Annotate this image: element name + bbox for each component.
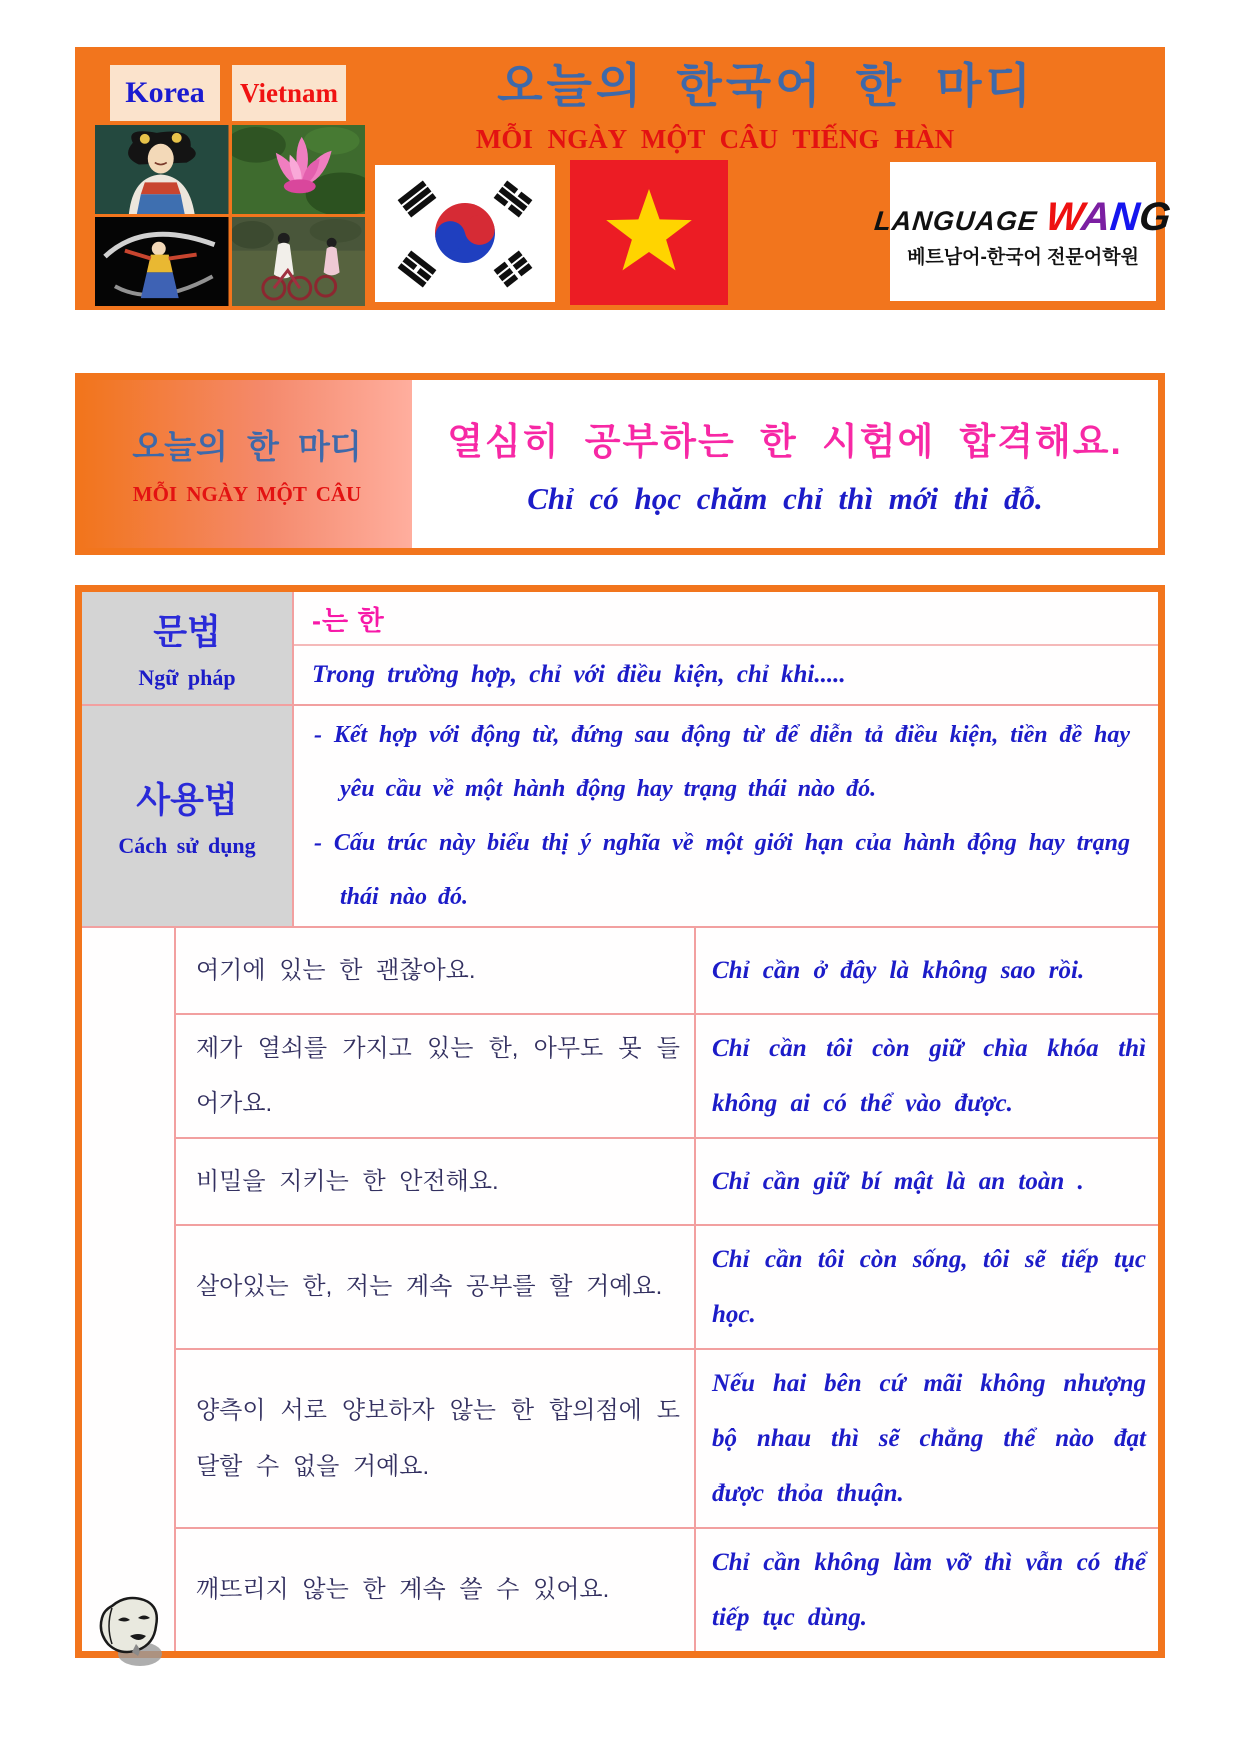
examples-rows bbox=[176, 928, 1158, 1651]
example-vietnamese-cell bbox=[696, 1350, 1158, 1527]
pink-lotus-photo bbox=[232, 125, 366, 214]
vietnam-flag bbox=[570, 160, 728, 305]
korean-traditional-woman-photo bbox=[95, 125, 229, 214]
ao-dai-cyclists-photo bbox=[232, 217, 366, 306]
phrase-of-the-day-block bbox=[75, 373, 1165, 555]
example-vietnamese-cell bbox=[696, 1015, 1158, 1137]
usage-row bbox=[82, 706, 1158, 928]
logo-wordmark bbox=[873, 195, 1173, 240]
korean-mask-face-icon bbox=[92, 1592, 172, 1678]
logo-letter-n: N bbox=[1108, 194, 1142, 239]
logo-language-text: LANGUAGE bbox=[873, 205, 1039, 236]
example-korean-cell bbox=[176, 928, 696, 1013]
grammar-content-cell bbox=[294, 592, 1158, 704]
usage-label-vietnamese: Cách sử dụng bbox=[118, 833, 256, 858]
example-vietnamese-cell bbox=[696, 1226, 1158, 1348]
example-vietnamese-cell bbox=[696, 1529, 1158, 1651]
logo-letter-a: A bbox=[1079, 194, 1114, 239]
grammar-pattern: -는 한 bbox=[294, 592, 1158, 646]
south-korea-flag bbox=[375, 165, 555, 302]
logo-letter-g: G bbox=[1137, 194, 1174, 239]
culture-photo-grid bbox=[95, 125, 365, 306]
phrase-label-vietnamese: MỖI NGÀY MỘT CÂU bbox=[132, 482, 362, 506]
example-korean-cell bbox=[176, 1139, 696, 1224]
usage-point-2: - Cấu trúc này biểu thị ý nghĩa về một giới hạn của hành động hay trạng thái nào đó. bbox=[314, 830, 1130, 910]
example-korean-cell bbox=[176, 1226, 696, 1348]
phrase-block-content bbox=[412, 380, 1158, 548]
usage-point-1: - Kết hợp với động từ, đứng sau động từ để diễn tả điều kiện, tiền đề hay yêu cầu về một hành động hay trạng thái nào đó. bbox=[314, 722, 1130, 802]
grammar-meaning: Trong trường hợp, chỉ với điều kiện, chỉ khi..... bbox=[312, 661, 846, 688]
example-row bbox=[176, 1015, 1158, 1139]
example-vietnamese-cell bbox=[696, 928, 1158, 1013]
phrase-sentence-vietnamese: Chỉ có học chăm chỉ thì mới thi đỗ. bbox=[527, 481, 1043, 516]
grammar-label-cell bbox=[82, 592, 294, 704]
grammar-label-korean: 문법 bbox=[153, 613, 221, 652]
logo-subtitle-korean: 베트남어-한국어 전문어학원 bbox=[907, 246, 1139, 268]
example-korean-cell bbox=[176, 1529, 696, 1651]
example-korean-text: 제가 열쇠를 가지고 있는 한, 아무도 못 들어가요. bbox=[196, 1034, 680, 1117]
logo-letter-w: W bbox=[1044, 194, 1085, 239]
usage-label-cell bbox=[82, 706, 294, 926]
phrase-sentence-korean: 열심히 공부하는 한 시험에 합격해요. bbox=[447, 421, 1123, 462]
page-title-vietnamese: MỖI NGÀY MỘT CÂU TIẾNG HÀN bbox=[475, 124, 955, 154]
grammar-table bbox=[75, 585, 1165, 1658]
example-vietnamese-text: Chỉ cần không làm vỡ thì vẫn có thể tiếp tục dùng. bbox=[712, 1549, 1146, 1631]
phrase-label-korean: 오늘의 한 마디 bbox=[132, 428, 362, 465]
language-wang-logo bbox=[873, 162, 1174, 301]
example-korean-text: 양측이 서로 양보하자 않는 한 합의점에 도달할 수 없을 거예요. bbox=[196, 1397, 680, 1480]
example-row bbox=[176, 1529, 1158, 1651]
korea-label-text: Korea bbox=[125, 76, 205, 109]
example-row bbox=[176, 1350, 1158, 1529]
example-korean-text: 여기에 있는 한 괜찮아요. bbox=[196, 956, 476, 984]
example-vietnamese-text: Chỉ cần ở đây là không sao rồi. bbox=[712, 956, 1085, 984]
usage-content-cell bbox=[294, 706, 1158, 926]
vietnam-label-text: Vietnam bbox=[240, 77, 338, 108]
examples-section bbox=[82, 928, 1158, 1651]
example-row bbox=[176, 1226, 1158, 1350]
header bbox=[75, 47, 1174, 310]
page-title-korean: 오늘의 한국어 한 마디 bbox=[497, 59, 1035, 112]
example-korean-cell bbox=[176, 1015, 696, 1137]
example-row bbox=[176, 1139, 1158, 1226]
example-vietnamese-text: Chỉ cần giữ bí mật là an toàn . bbox=[712, 1168, 1084, 1196]
example-korean-cell bbox=[176, 1350, 696, 1527]
example-vietnamese-text: Chỉ cần tôi còn giữ chìa khóa thì không ai có thể vào được. bbox=[712, 1035, 1146, 1117]
korea-label bbox=[110, 65, 220, 121]
example-vietnamese-text: Nếu hai bên cứ mãi không nhượng bộ nhau thì sẽ chẳng thể nào đạt được thỏa thuận. bbox=[712, 1370, 1146, 1507]
usage-label-korean: 사용법 bbox=[136, 781, 238, 820]
example-korean-text: 살아있는 한, 저는 계속 공부를 할 거예요. bbox=[196, 1273, 663, 1301]
example-vietnamese-cell bbox=[696, 1139, 1158, 1224]
grammar-label-vietnamese: Ngữ pháp bbox=[138, 665, 236, 690]
korean-sword-dancer-photo bbox=[95, 217, 229, 306]
example-vietnamese-text: Chỉ cần tôi còn sống, tôi sẽ tiếp tục học. bbox=[712, 1246, 1146, 1328]
example-korean-text: 깨뜨리지 않는 한 계속 쓸 수 있어요. bbox=[196, 1576, 610, 1604]
vietnam-label bbox=[232, 65, 346, 121]
grammar-row bbox=[82, 592, 1158, 706]
examples-left-column bbox=[82, 928, 176, 1651]
example-korean-text: 비밀을 지키는 한 안전해요. bbox=[196, 1168, 499, 1195]
example-row bbox=[176, 928, 1158, 1015]
phrase-block-label bbox=[82, 380, 412, 548]
